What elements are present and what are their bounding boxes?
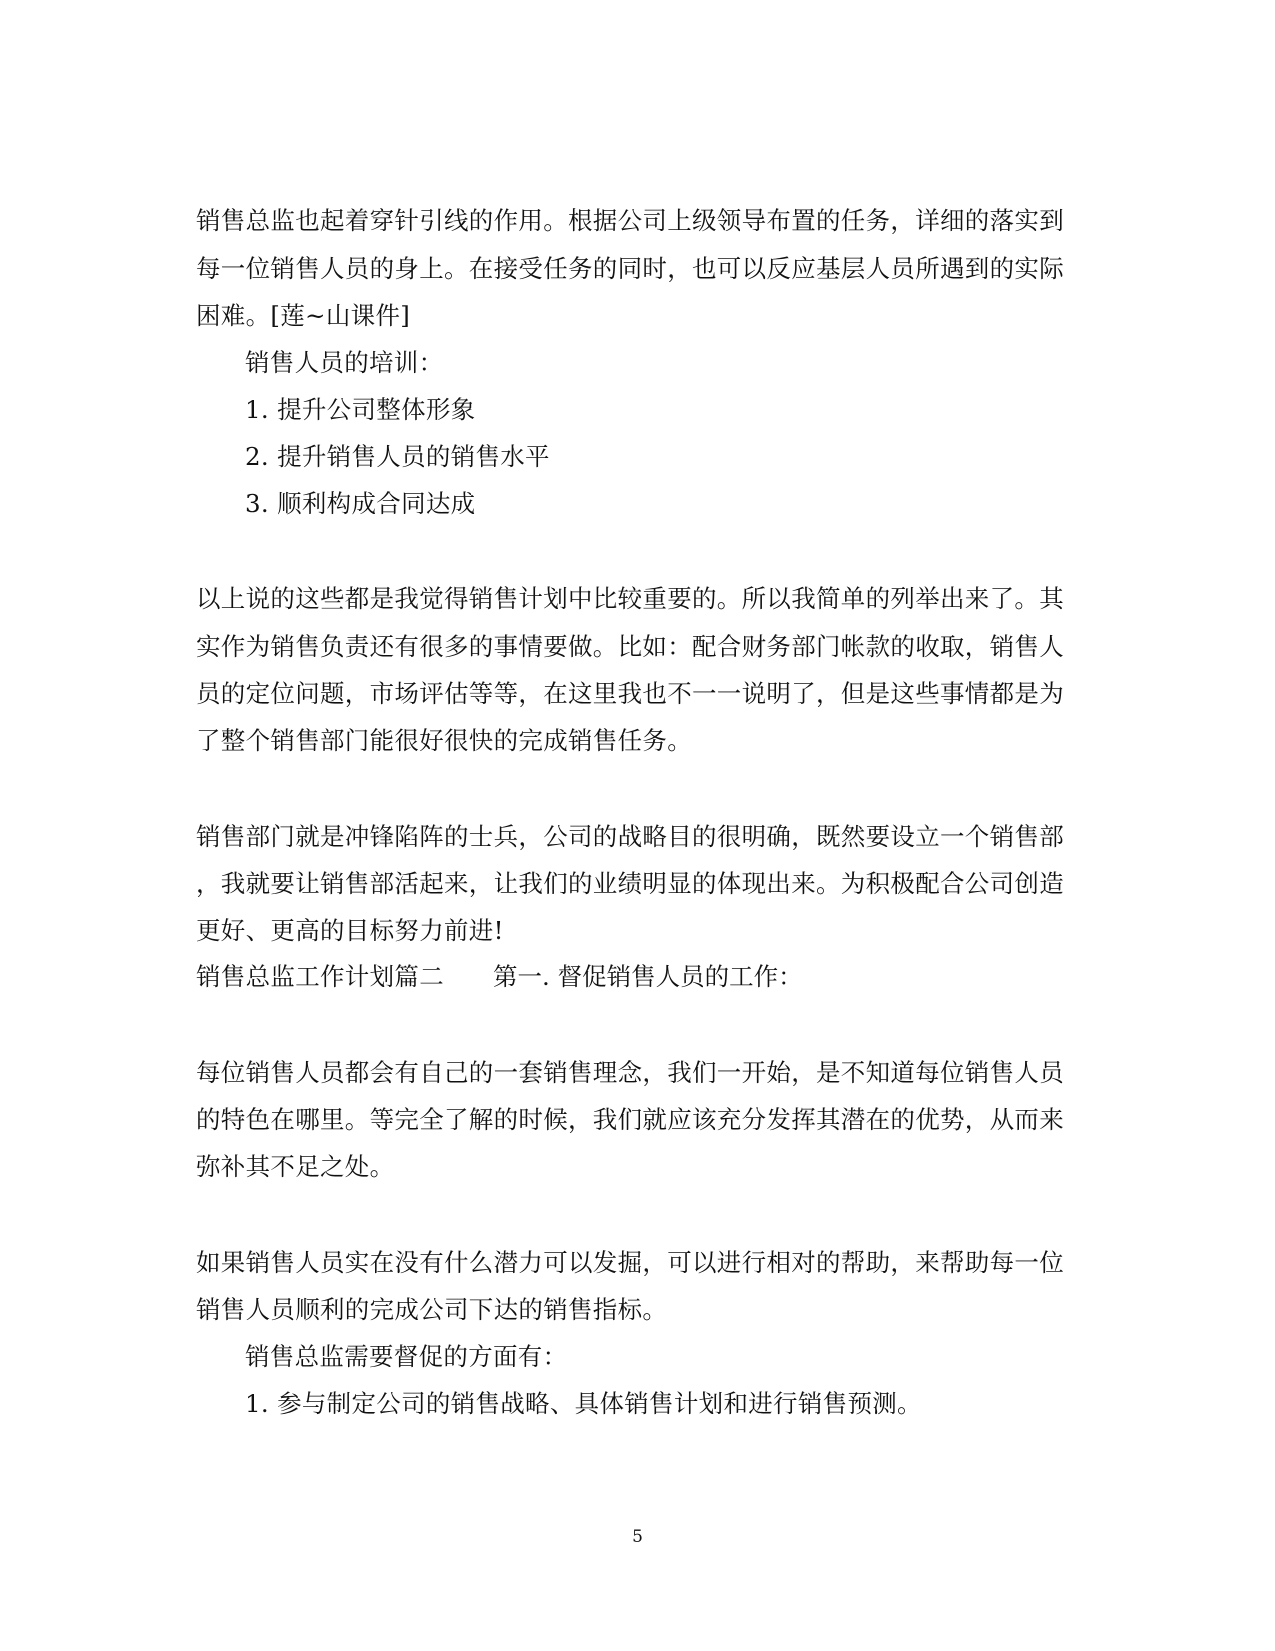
paragraph-line: 弥补其不足之处。: [196, 1152, 395, 1181]
paragraph-line: ，我就要让销售部活起来，让我们的业绩明显的体现出来。为积极配合公司创造: [196, 869, 1064, 898]
training-heading: 销售人员的培训：: [245, 348, 444, 377]
paragraph-line: 更好、更高的目标努力前进!: [196, 916, 504, 945]
paragraph-line: 困难。[莲~山课件]: [196, 301, 411, 330]
list-item: 1. 参与制定公司的销售战略、具体销售计划和进行销售预测。: [245, 1389, 922, 1418]
paragraph-line: 如果销售人员实在没有什么潜力可以发掘，可以进行相对的帮助，来帮助每一位: [196, 1248, 1064, 1277]
paragraph-line: 每一位销售人员的身上。在接受任务的同时，也可以反应基层人员所遇到的实际: [196, 254, 1064, 283]
list-item: 2. 提升销售人员的销售水平: [245, 442, 550, 471]
paragraph-line: 实作为销售负责还有很多的事情要做。比如：配合财务部门帐款的收取，销售人: [196, 632, 1064, 661]
page-number: 5: [632, 1527, 643, 1547]
section-subtitle: 第一. 督促销售人员的工作：: [493, 962, 803, 991]
paragraph-line: 员的定位问题，市场评估等等，在这里我也不一一说明了，但是这些事情都是为: [196, 679, 1064, 708]
list-item: 1. 提升公司整体形象: [245, 395, 476, 424]
paragraph-line: 销售总监也起着穿针引线的作用。根据公司上级领导布置的任务，详细的落实到: [196, 206, 1064, 235]
paragraph-line: 销售部门就是冲锋陷阵的士兵，公司的战略目的很明确，既然要设立一个销售部: [196, 822, 1064, 851]
section-title: 销售总监工作计划篇二: [196, 962, 444, 991]
paragraph-line: 每位销售人员都会有自己的一套销售理念，我们一开始，是不知道每位销售人员: [196, 1058, 1064, 1087]
paragraph-line: 销售人员顺利的完成公司下达的销售指标。: [196, 1295, 668, 1324]
paragraph-line: 的特色在哪里。等完全了解的时候，我们就应该充分发挥其潜在的优势，从而来: [196, 1105, 1064, 1134]
supervise-heading: 销售总监需要督促的方面有：: [245, 1342, 568, 1371]
list-item: 3. 顺利构成合同达成: [245, 489, 476, 518]
paragraph-line: 了整个销售部门能很好很快的完成销售任务。: [196, 726, 692, 755]
paragraph-line: 以上说的这些都是我觉得销售计划中比较重要的。所以我简单的列举出来了。其: [196, 584, 1064, 613]
